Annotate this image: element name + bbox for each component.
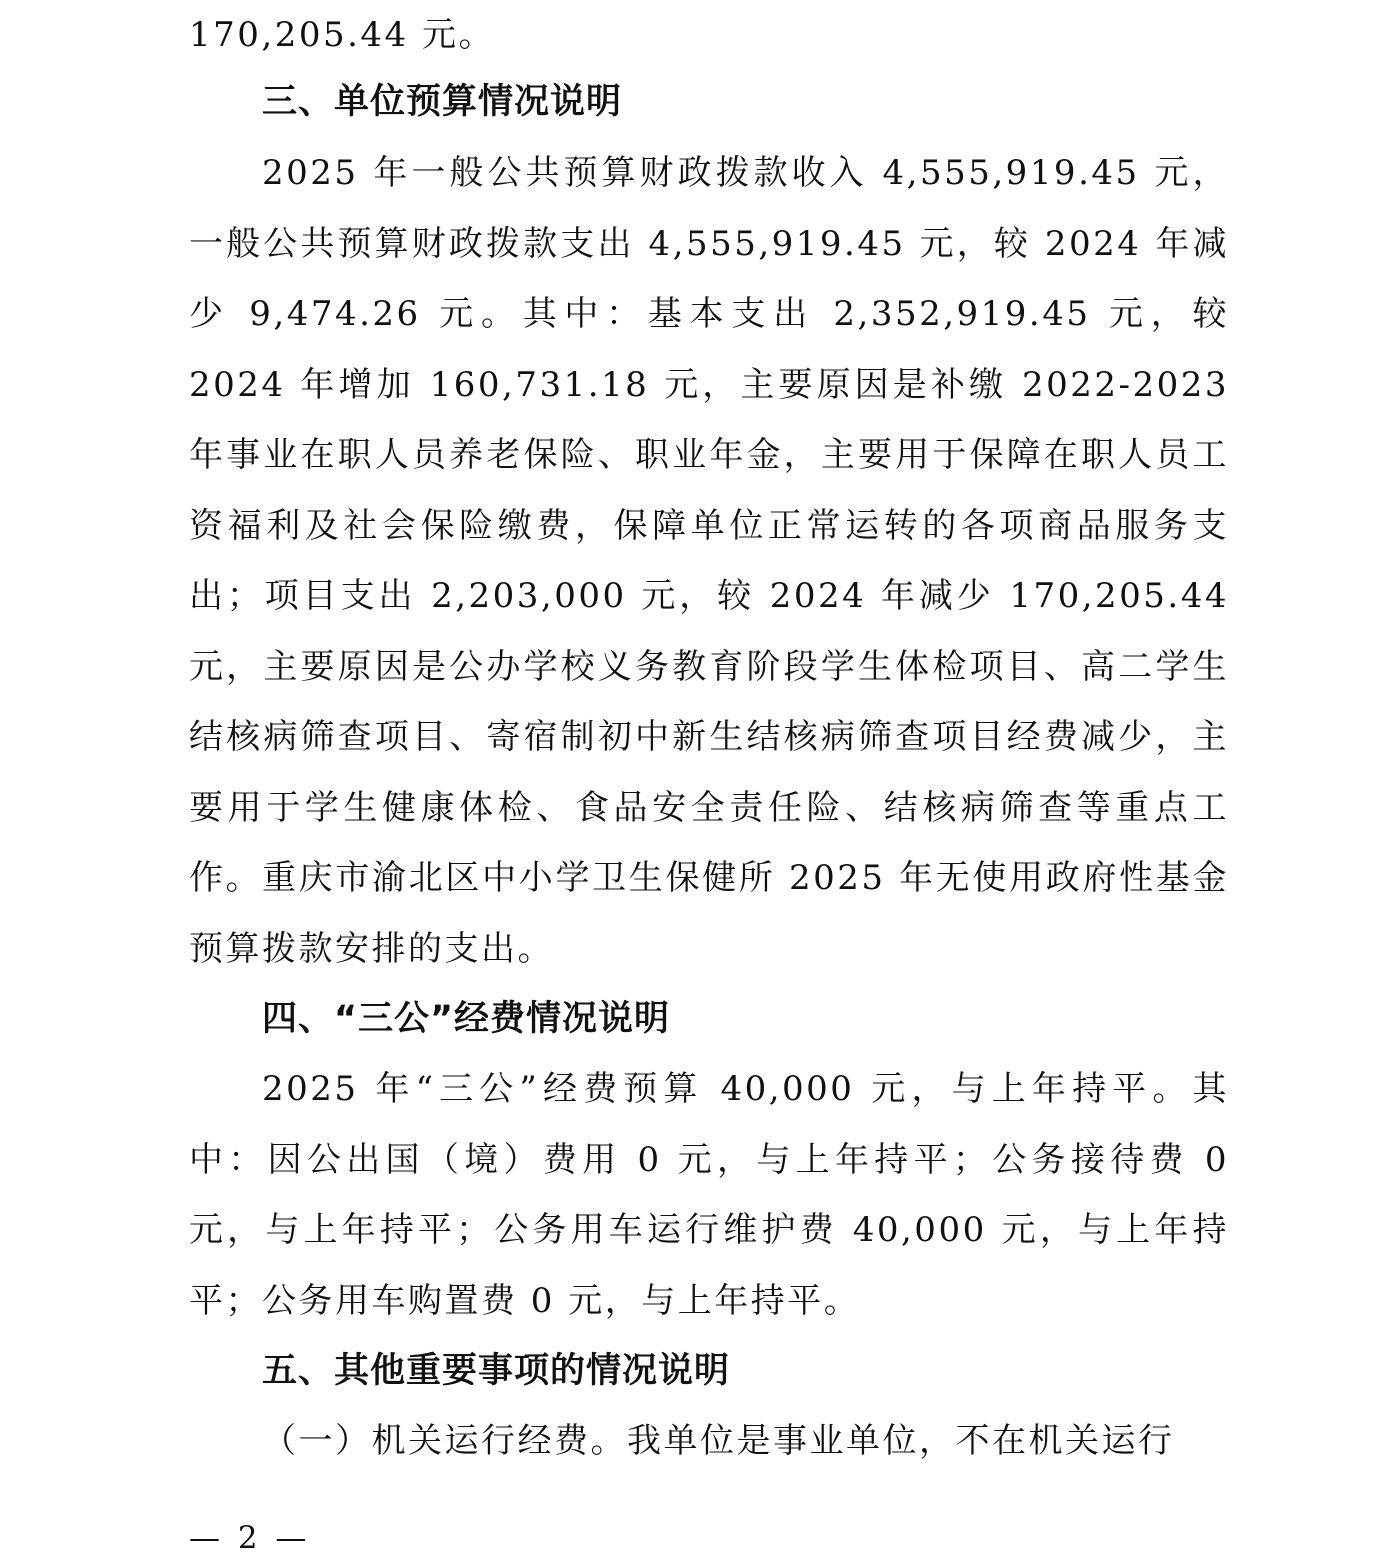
paragraph-operating-expenses: （一）机关运行经费。我单位是事业单位，不在机关运行 [262, 1421, 1175, 1461]
paragraph-budget-overview: 2025 年一般公共预算财政拨款收入 4,555,919.45 元，一般公共预算财政拨款支出 4,555,919.45 元，较 2024 年减少 9,474.26 元。其中：基本支出 2,352,919.45 元，较 2024 年增加 160,731.18 元，主要原因是补缴 2022-2023 年事业在职人员养老保险、职业年金，主要用于保障在职人员工资福利及社会保险缴费，保障单位正常运转的各项商品服务支出；项目支出 2,203,000 元，较 2024 年减少 170,205.44 元，主要原因是公办学校义务教育阶段学生体检项目、高二学生结核病筛查项目、寄宿制初中新生结核病筛查项目经费减少，主要用于学生健康体检、食品安全责任险、结核病筛查等重点工作。 [189, 153, 1229, 898]
paragraph-three-public-expenses: 2025 年“三公”经费预算 40,000 元，与上年持平。其中：因公出国（境）费用 0 元，与上年持平；公务接待费 0 元，与上年持平；公务用车运行维护费 40,000 元，与上年持平；公务用车购置费 0 元，与上年持平。 [189, 1069, 1229, 1321]
top-fragment-text: 170,205.44 元。 [189, 15, 495, 55]
paragraph-government-fund: 重庆市渝北区中小学卫生保健所 2025 年无使用政府性基金预算拨款安排的支出。 [189, 858, 1229, 969]
page-number: — 2 — [189, 1520, 311, 1556]
section-heading-other-matters: 五、其他重要事项的情况说明 [262, 1351, 731, 1391]
section-heading-unit-budget: 三、单位预算情况说明 [262, 82, 623, 122]
section-heading-three-public-expenses: 四、“三公”经费情况说明 [262, 999, 671, 1039]
